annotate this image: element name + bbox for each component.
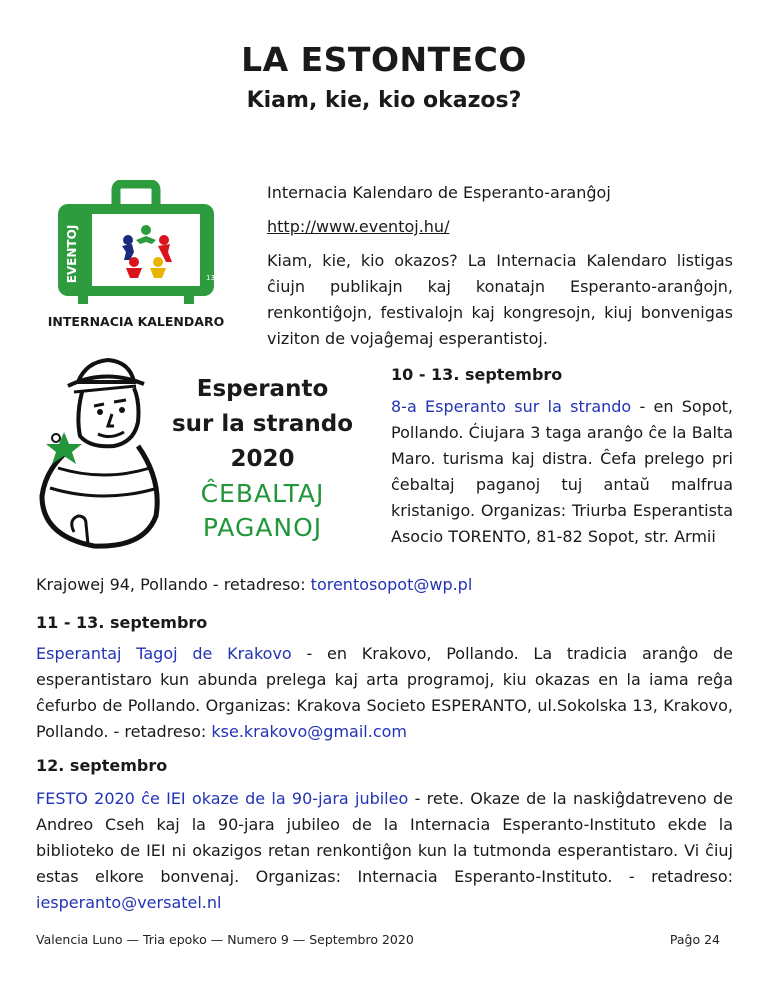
poster-line-3: 2020 <box>230 446 295 472</box>
event-text-1b: Krajowej 94, Pollando - retadreso: <box>36 575 311 594</box>
event-link-1[interactable]: 8-a Esperanto sur la strando <box>391 397 632 416</box>
snowman-icon <box>34 356 164 552</box>
event-description-1 <box>391 394 733 550</box>
logo-caption: INTERNACIA KALENDARO <box>47 314 225 329</box>
suitcase-icon <box>38 180 234 332</box>
event-date-3: 12. septembro <box>36 756 168 775</box>
event-description-1-continued <box>36 572 733 598</box>
event-description-2 <box>36 641 733 745</box>
intro-heading: Internacia Kalendaro de Esperanto-aranĝoj <box>267 183 611 202</box>
event-description-3 <box>36 786 733 916</box>
svg-text:13: 13 <box>206 274 215 282</box>
event-link-2[interactable]: Esperantaj Tagoj de Krakovo <box>36 644 292 663</box>
event-email-3[interactable]: iesperanto@versatel.nl <box>36 893 222 912</box>
page-subtitle: Kiam, kie, kio okazos? <box>246 88 522 113</box>
event-date-1: 10 - 13. septembro <box>391 365 563 384</box>
calendar-intro <box>267 180 733 352</box>
event-date-2: 11 - 13. septembro <box>36 613 208 632</box>
poster-line-4: ĈEBALTAJ <box>200 479 325 508</box>
page-title: LA ESTONTECO <box>241 40 527 79</box>
footer-page-number: Paĝo 24 <box>669 932 720 947</box>
event-email-2[interactable]: kse.krakovo@gmail.com <box>211 722 407 741</box>
intro-description: Kiam, kie, kio okazos? La Internacia Kalendaro listigas ĉiujn publikajn kaj konatajn Esperanto-aranĝojn, renkontiĝojn, festivalojn kaj kongresojn, kiuj bonvenigas viziton de vojaĝemaj esperantistoj. <box>267 251 733 348</box>
event-text-3: - rete. Okaze de la naskiĝdatreveno de Andreo Cseh kaj la 90-jara jubileo de la Internacia Esperanto-Instituto ekde la biblioteko de IEI ni okazigos retan renkontiĝon kun la tutmonda esperantistaro. Vi ĉiuj estas elkore bonvenaj. Organizas: Internacia Esperanto-Instituto. - retadreso: <box>36 789 734 886</box>
footer-issue: Valencia Luno — Tria epoko — Numero 9 — Septembro 2020 <box>36 932 414 947</box>
event-link-3[interactable]: FESTO 2020 ĉe IEI okaze de la 90-jara jubileo <box>36 789 409 808</box>
poster-line-1: Esperanto <box>196 376 329 402</box>
event-poster <box>160 372 365 545</box>
poster-line-5: PAGANOJ <box>202 513 323 542</box>
event-text-1: - en Sopot, Pollando. Ćiujara 3 taga aranĝo ĉe la Balta Maro. turisma kaj distra. Ĉefa prelego pri ĉebaltaj paganoj tuj antaŭ malfrua kristanigo. Organizas: Triurba Esperantista Asocio TORENTO, 81-82 Sopot, str. Armii <box>391 397 734 546</box>
poster-line-2: sur la strando <box>171 411 353 437</box>
event-text-2: - en Krakovo, Pollando. La tradicia aranĝo de esperantistaro kun abunda prelega kaj arta programoj, kiu okazas en la iama reĝa ĉefurbo de Pollando. Organizas: Krakova Societo ESPERANTO, ul.Sokolska 13, Krakovo, Pollando. - retadreso: <box>36 644 734 741</box>
calendar-link[interactable]: http://www.eventoj.hu/ <box>267 217 450 236</box>
event-email-1[interactable]: torentosopot@wp.pl <box>310 575 473 594</box>
eventoj-logo <box>38 180 234 332</box>
snowman-illustration <box>34 356 164 552</box>
logo-side-text: EVENTOJ <box>65 224 79 284</box>
